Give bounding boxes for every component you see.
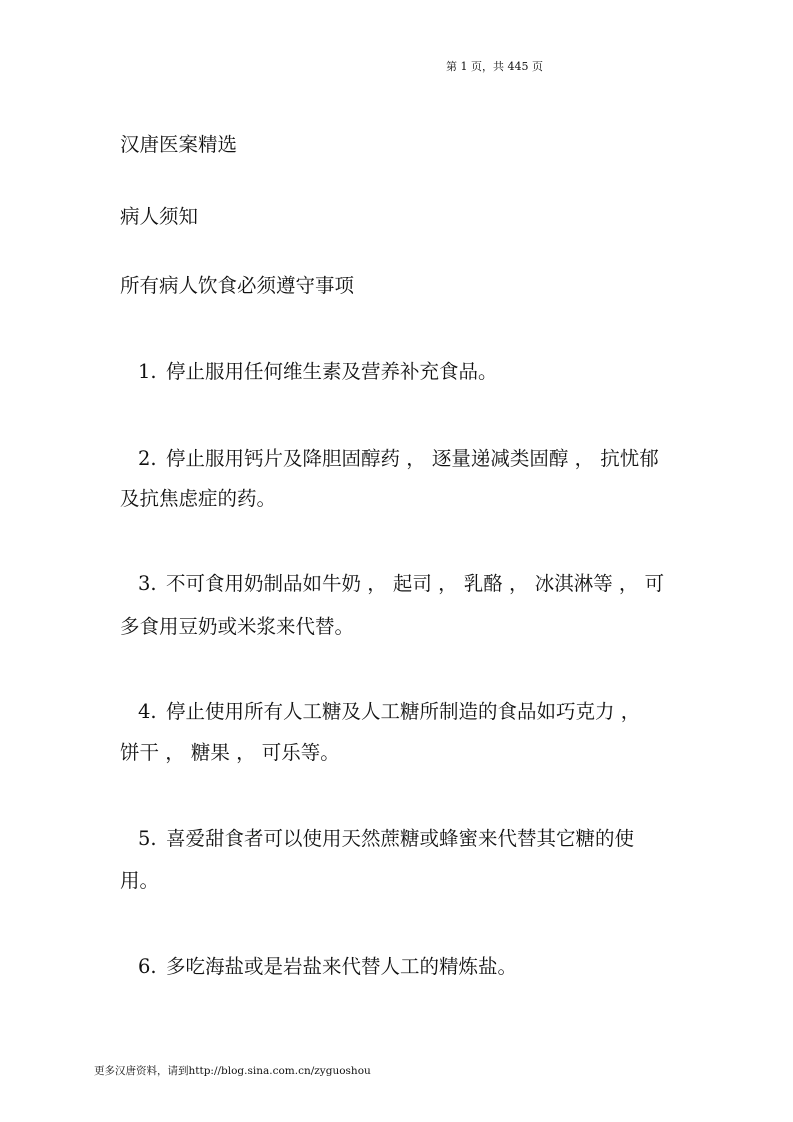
document-subtitle: 病人须知 xyxy=(120,205,199,228)
item-number: 4. xyxy=(138,700,157,723)
section-heading: 所有病人饮食必须遵守事项 xyxy=(120,274,355,297)
list-item xyxy=(138,829,634,849)
document-title: 汉唐医案精选 xyxy=(120,133,238,156)
item-text: 多吃海盐或是岩盐来代替人工的精炼盐。 xyxy=(166,955,518,978)
page-indicator: 第 1 页，共 445 页 xyxy=(446,60,543,73)
item-text: 喜爱甜食者可以使用天然蔗糖或蜂蜜来代替其它糖的使 xyxy=(166,827,635,850)
list-item xyxy=(138,957,517,977)
item-text: 不可食用奶制品如牛奶 ， 起司 ， 乳酪 ， 冰淇淋等 ， 可 xyxy=(166,572,665,595)
item-number: 5. xyxy=(138,827,157,850)
item-text: 停止服用钙片及降胆固醇药 ， 逐量递减类固醇 ， 抗忧郁 xyxy=(166,447,659,470)
item-text-continuation: 饼干 ， 糖果 ， 可乐等。 xyxy=(120,741,340,764)
item-text: 停止服用任何维生素及营养补充食品。 xyxy=(166,360,498,383)
list-item xyxy=(138,362,498,382)
list-item xyxy=(138,702,640,722)
list-item xyxy=(138,449,659,469)
item-number: 3. xyxy=(138,572,157,595)
item-text-continuation: 多食用豆奶或米浆来代替。 xyxy=(120,615,355,638)
item-text: 停止使用所有人工糖及人工糖所制造的食品如巧克力 ， xyxy=(166,700,641,723)
item-text-continuation: 用。 xyxy=(120,869,160,892)
item-text-continuation: 及抗焦虑症的药。 xyxy=(120,487,277,510)
item-number: 2. xyxy=(138,447,157,470)
footer-link-text: 更多汉唐资料，请到http://blog.sina.com.cn/zyguoshou xyxy=(94,1065,371,1077)
item-number: 1. xyxy=(138,360,157,383)
list-item xyxy=(138,574,664,594)
item-number: 6. xyxy=(138,955,157,978)
